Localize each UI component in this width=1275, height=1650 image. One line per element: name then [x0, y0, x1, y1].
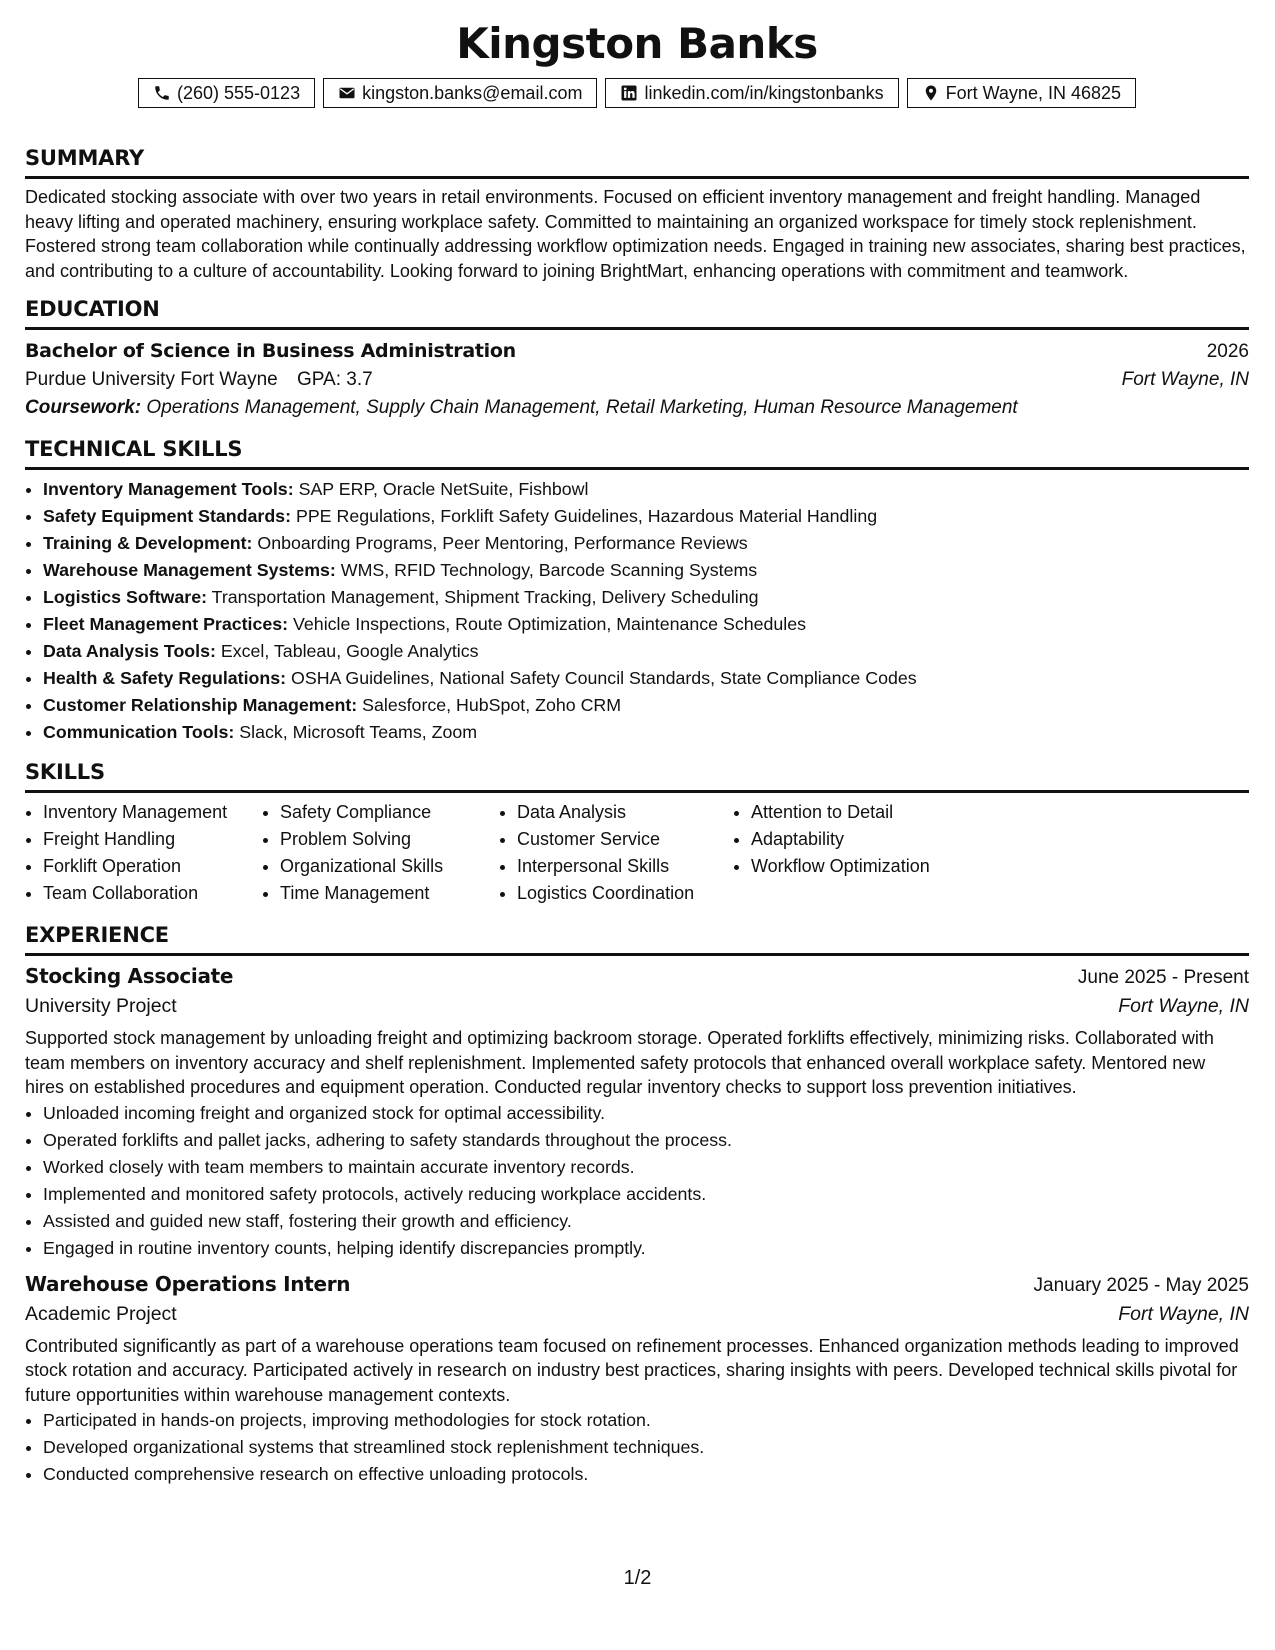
- job-org-row: [25, 995, 1249, 1018]
- linkedin-text: linkedin.com/in/kingstonbanks: [644, 82, 884, 103]
- list-item: • Customer Relationship Management: Salesforce, HubSpot, Zoho CRM: [43, 692, 1249, 719]
- list-item: • Fleet Management Practices: Vehicle Inspections, Route Optimization, Maintenance Schedules: [43, 611, 1249, 638]
- skills-column: [733, 799, 1011, 907]
- list-item: • Warehouse Management Systems: WMS, RFID Technology, Barcode Scanning Systems: [43, 557, 1249, 584]
- job-dates: January 2025 - May 2025: [1033, 1274, 1249, 1296]
- list-item: • Freight Handling: [43, 826, 262, 853]
- coursework-list: Operations Management, Supply Chain Management, Retail Marketing, Human Resource Management: [146, 397, 1018, 418]
- map-pin-icon: [922, 84, 940, 102]
- job-location: Fort Wayne, IN: [1118, 995, 1249, 1017]
- job-entry: [25, 1272, 1249, 1489]
- school-location: Fort Wayne, IN: [1121, 369, 1249, 390]
- summary-section: [25, 146, 1249, 283]
- page-number: 1/2: [623, 1567, 652, 1589]
- job-location: Fort Wayne, IN: [1118, 1302, 1249, 1325]
- list-item: • Inventory Management Tools: SAP ERP, Oracle NetSuite, Fishbowl: [43, 476, 1249, 503]
- graduation-year: 2026: [1206, 341, 1249, 362]
- list-item: • Training & Development: Onboarding Programs, Peer Mentoring, Performance Reviews: [43, 530, 1249, 557]
- location-text: Fort Wayne, IN 46825: [945, 82, 1122, 103]
- job-org: University Project: [25, 995, 177, 1017]
- technical-skills-section: [25, 437, 1249, 746]
- job-bullets: [25, 1407, 1249, 1488]
- list-item: • Communication Tools: Slack, Microsoft Teams, Zoom: [43, 719, 1249, 746]
- phone-text: (260) 555-0123: [176, 82, 301, 103]
- linkedin-icon: [620, 84, 638, 102]
- summary-heading: SUMMARY: [25, 146, 1249, 179]
- job-header: [25, 964, 1249, 989]
- phone-icon: [153, 84, 171, 102]
- list-item: • Safety Equipment Standards: PPE Regulations, Forklift Safety Guidelines, Hazardous Material Handling: [43, 503, 1249, 530]
- list-item: • Problem Solving: [280, 826, 499, 853]
- list-item: • Adaptability: [751, 826, 1011, 853]
- job-org-row: [25, 1303, 1249, 1326]
- degree-name: Bachelor of Science in Business Administration: [25, 340, 516, 362]
- resume-page: [25, 14, 1249, 1488]
- technical-skills-heading: TECHNICAL SKILLS: [25, 437, 1249, 470]
- coursework-line: [25, 397, 1249, 419]
- list-item: • Team Collaboration: [43, 880, 262, 907]
- list-item: • Developed organizational systems that streamlined stock replenishment techniques.: [43, 1434, 1249, 1461]
- gpa: GPA: 3.7: [297, 369, 373, 390]
- education-degree-row: [25, 340, 1249, 363]
- job-header: [25, 1272, 1249, 1297]
- experience-section: [25, 923, 1249, 1488]
- job-entry: [25, 964, 1249, 1262]
- list-item: • Organizational Skills: [280, 853, 499, 880]
- skills-heading: SKILLS: [25, 760, 1249, 793]
- list-item: • Inventory Management: [43, 799, 262, 826]
- skills-column: [499, 799, 733, 907]
- contact-email[interactable]: [323, 78, 597, 108]
- list-item: • Logistics Software: Transportation Management, Shipment Tracking, Delivery Scheduling: [43, 584, 1249, 611]
- list-item: • Workflow Optimization: [751, 853, 1011, 880]
- list-item: • Operated forklifts and pallet jacks, adhering to safety standards throughout the process.: [43, 1127, 1249, 1154]
- coursework-label: Coursework:: [25, 397, 142, 418]
- job-description: Contributed significantly as part of a warehouse operations team focused on refinement processes. Enhanced organization methods leading to improved stock rotation and accuracy. Participated actively in research on industry best practices, sharing insights with peers. Developed technical skills pivotal for future opportunities within warehouse management contexts.: [25, 1335, 1239, 1405]
- education-section: [25, 297, 1249, 419]
- experience-heading: EXPERIENCE: [25, 923, 1249, 956]
- job-dates: June 2025 - Present: [1077, 967, 1249, 988]
- skills-column: [25, 799, 262, 907]
- list-item: • Customer Service: [517, 826, 733, 853]
- list-item: • Health & Safety Regulations: OSHA Guidelines, National Safety Council Standards, State Compliance Codes: [43, 665, 1249, 692]
- list-item: • Interpersonal Skills: [517, 853, 733, 880]
- education-school-row: [25, 369, 1249, 391]
- list-item: • Unloaded incoming freight and organized stock for optimal accessibility.: [43, 1100, 1249, 1127]
- job-description: Supported stock management by unloading freight and optimizing backroom storage. Operated forklifts effectively, minimizing risks. Collaborated with team members on inventory accuracy and shelf replenishment. Implemented safety protocols that enhanced overall workplace safety. Mentored new hires on established procedures and equipment operation. Conducted regular inventory checks to support loss prevention initiatives.: [25, 1028, 1214, 1097]
- list-item: • Assisted and guided new staff, fostering their growth and efficiency.: [43, 1208, 1249, 1235]
- job-title: Warehouse Operations Intern: [25, 1271, 351, 1296]
- skills-column: [262, 799, 499, 907]
- job-bullets: [25, 1100, 1249, 1262]
- list-item: • Time Management: [280, 880, 499, 907]
- list-item: • Implemented and monitored safety protocols, actively reducing workplace accidents.: [43, 1181, 1249, 1208]
- list-item: • Engaged in routine inventory counts, helping identify discrepancies promptly.: [43, 1235, 1249, 1262]
- job-org: Academic Project: [25, 1302, 177, 1325]
- list-item: • Conducted comprehensive research on effective unloading protocols.: [43, 1461, 1249, 1488]
- technical-skills-list: [25, 476, 1249, 746]
- list-item: • Safety Compliance: [280, 799, 499, 826]
- list-item: • Forklift Operation: [43, 853, 262, 880]
- school-name: Purdue University Fort Wayne: [25, 369, 278, 390]
- contact-linkedin[interactable]: [605, 78, 898, 108]
- email-text: kingston.banks@email.com: [362, 82, 583, 103]
- skills-grid: [25, 799, 1249, 907]
- list-item: • Data Analysis: [517, 799, 733, 826]
- contact-location: [907, 78, 1136, 108]
- contact-bar: [25, 78, 1249, 108]
- candidate-name: Kingston Banks: [456, 19, 818, 68]
- list-item: • Worked closely with team members to maintain accurate inventory records.: [43, 1154, 1249, 1181]
- skills-section: [25, 760, 1249, 907]
- contact-phone[interactable]: [138, 78, 315, 108]
- education-heading: EDUCATION: [25, 297, 1249, 330]
- list-item: • Attention to Detail: [751, 799, 1011, 826]
- list-item: • Logistics Coordination: [517, 880, 733, 907]
- job-title: Stocking Associate: [25, 964, 234, 988]
- summary-text: Dedicated stocking associate with over two years in retail environments. Focused on efficient inventory management and freight handling. Managed heavy lifting and operated machinery, ensuring workplace safety. Committed to maintaining an organized workspace for timely stock replenishment. Fostered strong team collaboration while continually addressing workflow optimization needs. Engaged in training new associates, sharing best practices, and contributing to a culture of accountability. Looking forward to joining BrightMart, enhancing operations with commitment and teamwork.: [25, 187, 1246, 281]
- list-item: • Data Analysis Tools: Excel, Tableau, Google Analytics: [43, 638, 1249, 665]
- envelope-icon: [338, 84, 356, 102]
- list-item: • Participated in hands-on projects, improving methodologies for stock rotation.: [43, 1407, 1249, 1434]
